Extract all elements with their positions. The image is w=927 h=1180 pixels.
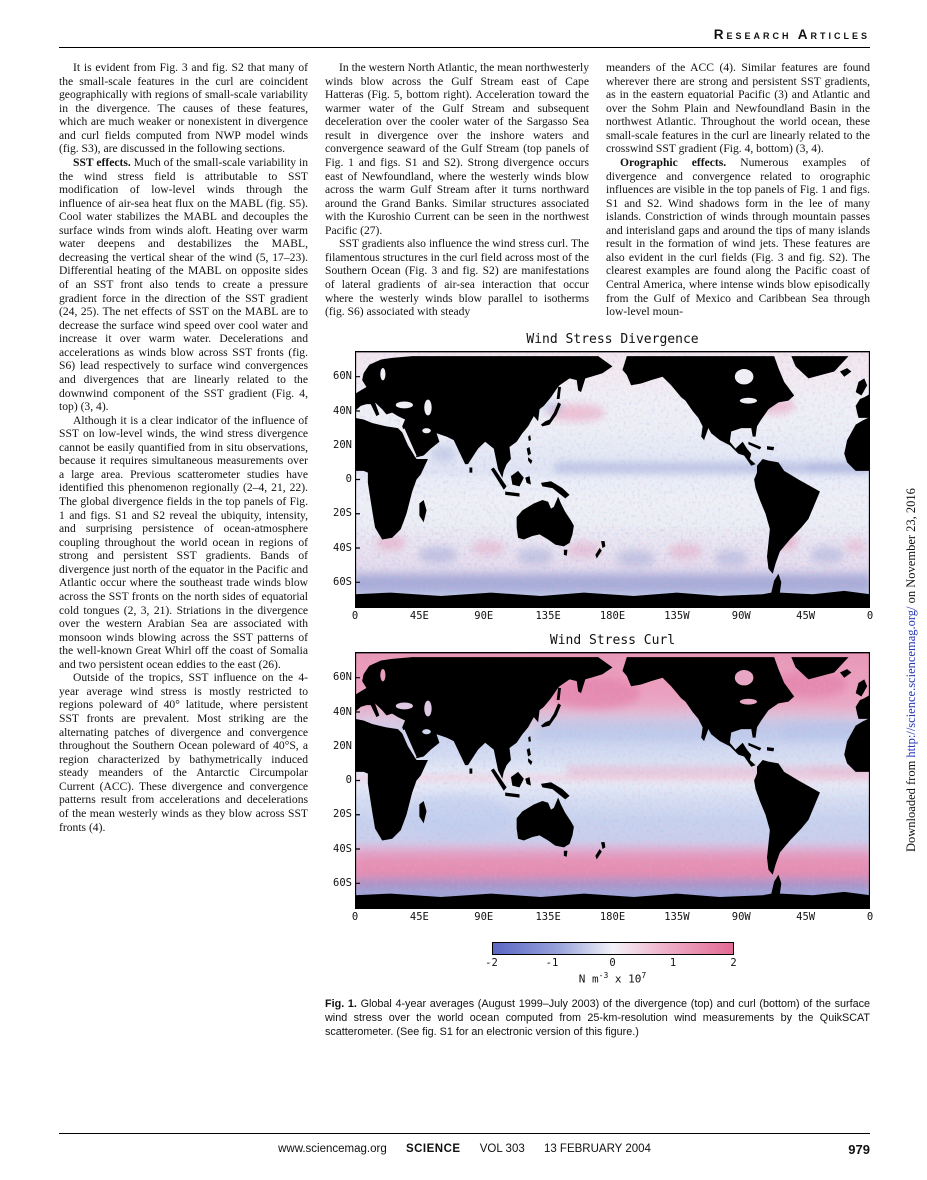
- paragraph: SST gradients also influence the wind stress curl. The filamentous structures in the curl field across most of the Southern Ocean (Fig. 3 and fig. S2) are manifestations of lateral gradients of air-sea interaction that occur where the westerly winds blow parallel to isotherms (fig. S6) associated with steady: [325, 237, 589, 319]
- page-footer: [59, 1133, 870, 1155]
- curl-map: [333, 652, 870, 909]
- figure-caption-label: Fig. 1.: [325, 998, 357, 1011]
- colorbar-tick: -1: [545, 956, 559, 969]
- y-axis-label: 60N: [333, 370, 352, 383]
- y-axis-label: 40S: [333, 541, 352, 554]
- colorbar-tick: 1: [669, 956, 677, 969]
- divergence-map-block: [325, 331, 874, 625]
- paragraph: It is evident from Fig. 3 and fig. S2 that many of the small-scale features in the curl are coincident geographically with regions of small-scale variability in the divergence. The causes of these features, which are much weaker or nonexistent in divergence and curl fields computed from NWP model winds (fig. S3), are discussed in the following sections.: [59, 61, 308, 156]
- y-axis-label: 20N: [333, 438, 352, 451]
- download-banner: [904, 332, 919, 852]
- download-banner-link[interactable]: http://science.sciencemag.org/: [904, 606, 918, 758]
- figure-1: [325, 331, 874, 1040]
- footer-date: 13 FEBRUARY 2004: [543, 1143, 651, 1155]
- paragraph: Orographic effects. Numerous examples of divergence and convergence related to orographic influences are visible in the top panels of Fig. 1 and figs. S1 and S2. Wind shadows form in the lee of many islands. Constriction of winds through mountain passes and interisland gaps and around the tips of many islands result in the formation of wind jets. These features are also evident in the curl fields (Fig. 3 and fig. S2). The clearest examples are found along the Pacific coast of Central America, where intense winds blow episodically from the Gulf of Mexico and Caribbean Sea through low-level moun-: [606, 155, 870, 319]
- paragraph: SST effects. Much of the small-scale variability in the wind stress field is attributable to SST modification of low-level winds through the influence of air-sea heat flux on the MABL (fig. S5). Cool water stabilizes the MABL and decouples the surface winds from winds aloft. Heating over warm water deepens and destabilizes the MABL, decreasing the vertical shear of the wind (5, 17–23). Differential heating of the MABL on opposite sides of an SST front also tends to create a pressure gradient force in the direction of the SST gradient (24, 25). The net effects of SST on the MABL are to decrease the surface wind speed over cool water and increase it over warm water. Decelerations and accelerations as winds blow across SST fronts (fig. S6) lead respectively to surface wind convergences and divergences that are linearly related to the downwind component of the SST gradient (Fig. 4, top) (3, 4).: [59, 155, 308, 414]
- text-column-1: [59, 61, 308, 1040]
- colorbar-tick: 0: [609, 956, 616, 969]
- colorbar: [492, 942, 734, 955]
- x-axis-label: 0: [351, 609, 359, 622]
- divergence-map-canvas: [355, 351, 870, 608]
- divergence-map-title: Wind Stress Divergence: [526, 331, 699, 347]
- y-axis-label: 20N: [333, 739, 352, 752]
- text-column-3: [606, 61, 870, 319]
- header: [59, 26, 870, 44]
- figure-caption: Fig. 1. Global 4-year averages (August 1999–July 2003) of the divergence (top) and curl (bottom) of the surface wind stress over the world ocean computed from 25-km-resolution wind measurements by the QuikSCAT scatterometer. (See fig. S1 for an electronic version of this figure.): [325, 998, 871, 1038]
- x-axis-label: 90E: [474, 609, 494, 622]
- paragraph: Although it is a clear indicator of the influence of SST on low-level winds, the wind stress divergence cannot be easily quantified from in situ observations, because it requires simultaneous measurements over a large area. Previous scatterometer studies have identified this phenomenon regionally (2–4, 21, 22). The global divergence fields in the top panels of Fig. 1 and figs. S1 and S2 reveal the ubiquity, intensity, and surprising persistence of ocean-atmosphere coupling throughout the world ocean in regions of strong and persistent SST gradients. Bands of divergence just north of the equator in the Pacific and Atlantic occur where the southeast trade winds blow across the SST fronts on the north sides of equatorial cold tongues (2, 3, 21). Striations in the divergence over the western Arabian Sea are associated with monsoon winds blowing across the SST patterns of the well-known Great Whirl off the coast of Somalia and two persistent ocean eddies to the east (26).: [59, 413, 308, 671]
- y-axis-label: 40N: [333, 404, 352, 417]
- y-axis-label: 20S: [333, 507, 352, 520]
- download-banner-prefix: Downloaded from: [904, 757, 918, 852]
- x-axis-label: 45E: [409, 609, 429, 622]
- y-axis-label: 40S: [333, 842, 352, 855]
- x-axis-label: 180E: [599, 910, 626, 923]
- text-column-2: [325, 61, 589, 319]
- x-axis-label: 90E: [474, 910, 494, 923]
- footer-journal-url: www.sciencemag.org: [278, 1143, 387, 1155]
- download-banner-suffix: on November 23, 2016: [904, 488, 918, 607]
- text-row: [325, 61, 870, 319]
- x-axis-label: 135E: [535, 609, 561, 622]
- page-number: 979: [848, 1142, 870, 1157]
- x-axis-label: 180E: [599, 609, 626, 622]
- footer-journal-name: SCIENCE: [405, 1143, 461, 1155]
- page-content: [59, 61, 874, 1040]
- x-axis-label: 135W: [664, 910, 690, 923]
- y-axis-label: 60N: [333, 671, 352, 684]
- y-axis-label: 40N: [333, 705, 352, 718]
- x-axis-label: 45W: [796, 609, 816, 622]
- x-axis-label: 135E: [535, 910, 561, 923]
- y-axis-label: 20S: [333, 808, 352, 821]
- x-axis-label: 90W: [731, 910, 751, 923]
- colorbar-zone: [355, 942, 870, 986]
- x-axis-label: 0: [866, 910, 874, 923]
- right-zone: [325, 61, 874, 1040]
- header-rule: [59, 47, 870, 48]
- x-axis-label: 90W: [731, 609, 751, 622]
- footer-volume: VOL 303: [479, 1143, 525, 1155]
- x-axis-label: 0: [866, 609, 874, 622]
- y-axis-label: 0: [345, 774, 352, 787]
- y-axis-label: 60S: [333, 575, 352, 588]
- paragraph: Outside of the tropics, SST influence on the 4-year average wind stress is mostly restricted to regions poleward of 40° latitude, where persistent SST fronts are prevalent. Most striking are the alternating patches of divergence and convergence throughout the Southern Ocean poleward of 40°S, a region characterized by bathymetrically induced steady meanders of the Antarctic Circumpolar Current (ACC). These divergence and convergence patterns result from accelerations and decelerations of the mean westerly winds as they blow across SST fronts (4).: [59, 671, 308, 834]
- x-axis-label: 135W: [664, 609, 690, 622]
- colorbar-unit-label: N $m^{-3}$ x $10^7$: [578, 970, 647, 986]
- y-axis-label: 0: [345, 473, 352, 486]
- section-heading: Research Articles: [713, 27, 870, 42]
- colorbar-tick: 2: [730, 956, 737, 969]
- x-axis: [351, 608, 874, 625]
- x-axis-label: 45E: [409, 910, 429, 923]
- x-axis-label: 0: [351, 910, 359, 923]
- x-axis-label: 45W: [796, 910, 816, 923]
- colorbar-tick: -2: [485, 956, 498, 969]
- paragraph: meanders of the ACC (4). Similar features are found wherever there are strong and persistent SST gradients, as in the eastern equatorial Pacific (3) and Atlantic and over the Sohm Plain and Newfoundland Basin in the northwest Atlantic. Throughout the world ocean, these small-scale features in the curl are linearly related to the crosswind SST gradient (Fig. 4, bottom) (3, 4).: [606, 61, 870, 156]
- curl-map-canvas: [355, 652, 870, 909]
- x-axis: [351, 909, 874, 926]
- curl-map-title: Wind Stress Curl: [549, 632, 676, 648]
- y-axis-label: 60S: [333, 876, 352, 889]
- divergence-map: [333, 351, 870, 608]
- paragraph: In the western North Atlantic, the mean northwesterly winds blow across the Gulf Stream east of Cape Hatteras (Fig. 5, bottom right). Acceleration toward the warmer water of the Gulf Stream and subsequent deceleration over the cooler water of the Sargasso Sea result in divergence over the inshore waters and convergence seaward of the Gulf Stream (top panels of Fig. 1 and figs. S1 and S2). Strong divergence occurs east of Newfoundland, where the westerly winds blow across the warm Gulf Stream after it turns northward around the Grand Banks. Similar structures associated with the Kuroshio Current can be seen in the northwest Pacific (27).: [325, 61, 589, 237]
- curl-map-block: [325, 632, 874, 926]
- colorbar-ticks: [485, 955, 737, 970]
